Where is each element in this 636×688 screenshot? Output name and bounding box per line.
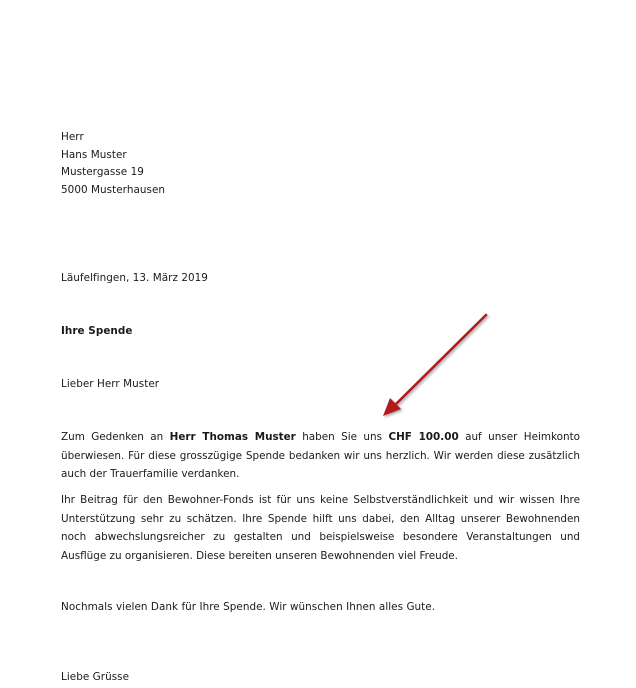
paragraph-donation-part3: auf unser Heimkonto überwiesen. Für diese grosszügige Spende bedanken wir uns herzlich. Wir werden diese zusätzlich auch der Trauerfamilie verdanken.	[61, 431, 581, 480]
subject-line: Ihre Spende	[61, 325, 133, 337]
paragraph-donation-part1: Zum Gedenken an	[61, 431, 170, 443]
greeting: Lieber Herr Muster	[61, 378, 160, 390]
donation-amount: CHF 100.00	[388, 431, 459, 443]
recipient-name: Hans Muster	[61, 149, 127, 161]
paragraph-donation-part2: haben Sie uns	[295, 431, 389, 443]
recipient-title: Herr	[61, 131, 84, 143]
paragraph-thanks: Nochmals vielen Dank für Ihre Spende. Wir wünschen Ihnen alles Gute.	[61, 601, 436, 613]
date-line: Läufelfingen, 13. März 2019	[61, 272, 208, 284]
honoree-name: Herr Thomas Muster	[169, 431, 296, 443]
closing: Liebe Grüsse	[61, 671, 130, 683]
recipient-street: Mustergasse 19	[61, 166, 144, 178]
recipient-city: 5000 Musterhausen	[61, 184, 166, 196]
paragraph-appreciation: Ihr Beitrag für den Bewohner-Fonds ist für uns keine Selbstverständlichkeit und wir wissen Ihre Unterstützung sehr zu schätzen. Ihre Spende hilft uns dabei, den Alltag unserer Bewohnenden noch abwechslungsreicher zu gestalten und beispielsweise besondere Veranstaltungen und Ausflüge zu organisieren. Diese bereiten unseren Bewohnenden viel Freude.	[61, 494, 580, 562]
